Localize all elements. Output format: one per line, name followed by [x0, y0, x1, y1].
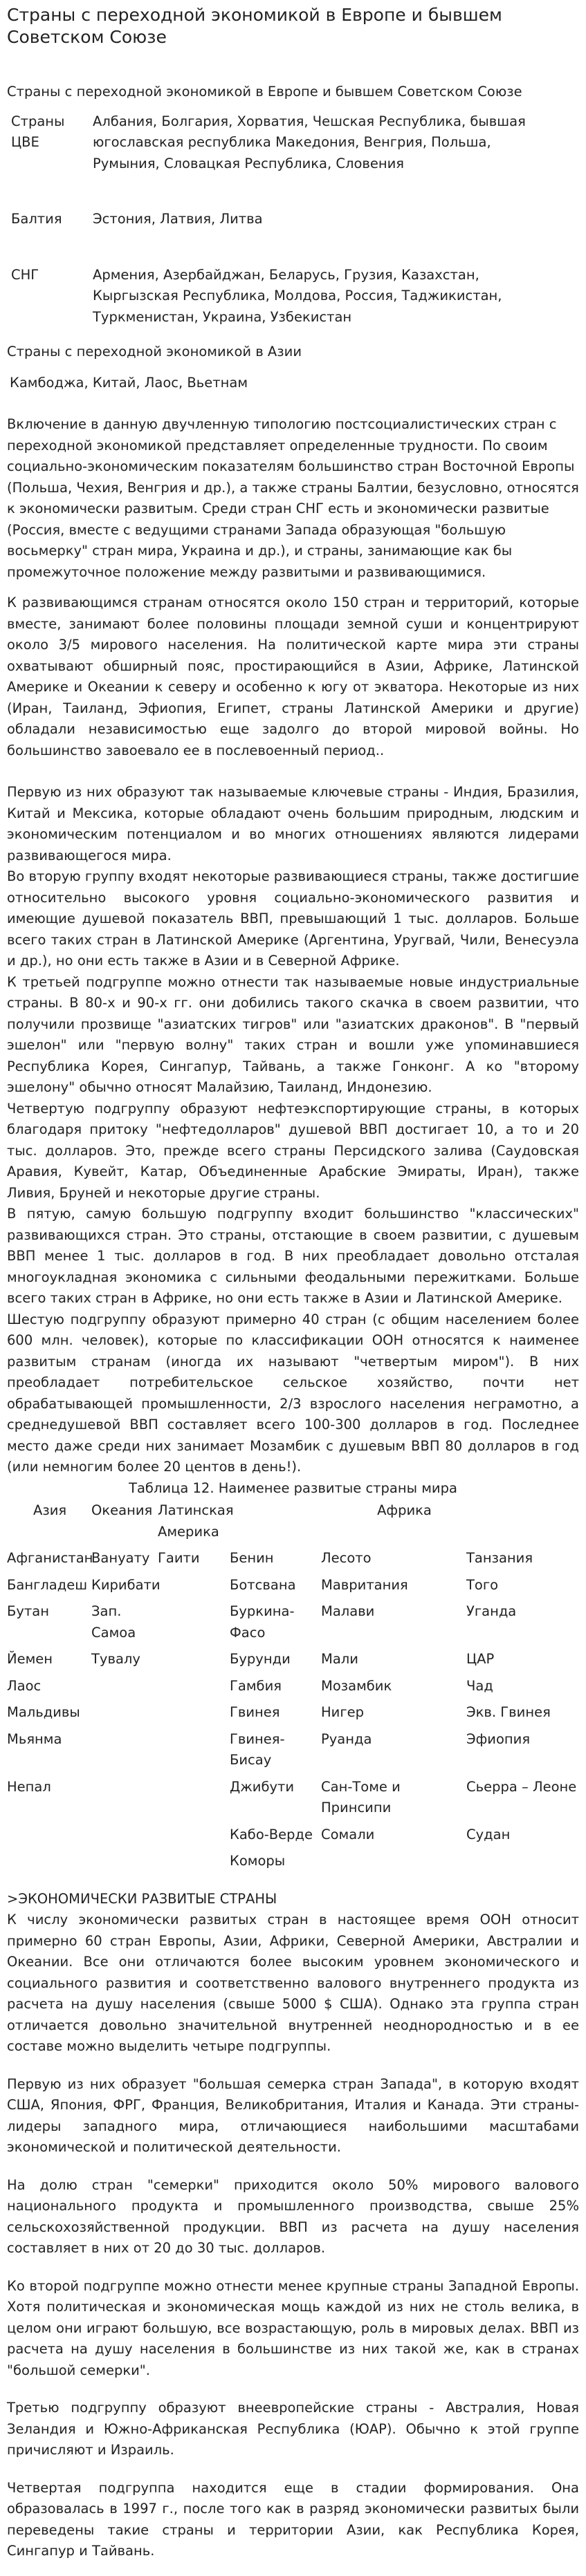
- table-cell: [158, 1645, 230, 1672]
- table-cell: Бурунди: [230, 1651, 291, 1667]
- table-row: [7, 1820, 579, 1847]
- table-cell: Мальдивы: [7, 1704, 80, 1720]
- header-africa: Африка: [377, 1502, 432, 1518]
- table-cell: [91, 1698, 158, 1725]
- table-cell: [7, 1847, 91, 1874]
- table-cell: Коморы: [230, 1853, 286, 1869]
- table-cell: Мьянма: [7, 1730, 62, 1747]
- table-cell: Танзания: [466, 1550, 533, 1566]
- table-cell: [466, 1847, 579, 1874]
- table-cell: Руанда: [321, 1730, 372, 1747]
- table-caption: Таблица 12. Наименее развитые страны мира: [129, 1480, 457, 1496]
- table-cell: Лаос: [7, 1677, 42, 1694]
- table-cell: Гвинея: [230, 1704, 280, 1720]
- table-row: [7, 1571, 579, 1598]
- region-name: Страны ЦВЕ: [11, 113, 65, 150]
- region-row: [7, 209, 560, 265]
- table-cell: Чад: [466, 1677, 493, 1694]
- table-cell: Непал: [7, 1778, 51, 1795]
- table-cell: Мозамбик: [321, 1677, 392, 1694]
- table-cell: [7, 1820, 91, 1847]
- paragraph: Включение в данную двучленную типологию постсоциалистических стран с переходной экономикой представляет определенные трудности. По своим социально-экономическим показателям большинство стран Восточной Европы (Польша, Чехия, Венгрия и др.), а также страны Балтии, безусловно, относятся к экономически развитым. Среди стран СНГ есть и экономически развитые (Россия, вместе с ведущими странами Запада образующая "большую восьмерку" стран мира, Украина и др.), и страны, занимающие как бы промежуточное положение между развитыми и развивающимися.: [7, 416, 579, 580]
- paragraph: В пятую, самую большую подгруппу входит большинство "классических" развивающихся стран. Это страны, отстающие в своем развитии, с душевым ВВП менее 1 тыс. долларов в год. В них преобладает довольно отсталая многоукладная экономика с сильными феодальными пережитками. Больше всего таких стран в Африке, но они есть также в Азии и Латинской Америке.: [7, 1206, 579, 1306]
- table-cell: Эфиопия: [466, 1730, 531, 1747]
- region-countries: Эстония, Латвия, Литва: [93, 211, 263, 227]
- table-cell: Тувалу: [91, 1651, 140, 1667]
- table-cell: Бутан: [7, 1603, 49, 1619]
- table-row: [7, 1847, 579, 1874]
- page-title: Страны с переходной экономикой в Европе и бывшем Советском Союзе: [7, 5, 502, 47]
- paragraph: Третью подгруппу образуют внеевропейские страны - Австралия, Новая Зеландия и Южно-Африканская Республика (ЮАР). Обычно к этой группе причисляют и Израиль.: [7, 2400, 579, 2458]
- table-cell: [158, 1820, 230, 1847]
- table-cell: [91, 1672, 158, 1699]
- region-name: Балтия: [11, 211, 62, 227]
- region-name: СНГ: [11, 266, 39, 283]
- table-cell: Вануату: [91, 1550, 150, 1566]
- table-cell: Малави: [321, 1603, 375, 1619]
- region-countries: Албания, Болгария, Хорватия, Чешская Республика, бывшая югославская республика Македония, Венгрия, Польша, Румыния, Словацкая Республика, Словения: [93, 113, 526, 171]
- table-cell: Зап. Самоа: [91, 1603, 136, 1641]
- table-cell: Бенин: [230, 1550, 274, 1566]
- table-cell: Сан-Томе и Принсипи: [321, 1778, 401, 1816]
- paragraph: К развивающимся странам относятся около 150 стран и территорий, которые вместе, занимают более половины площади земной суши и концентрируют около 3/5 мирового населения. На политической карте мира эти страны охватывают обширный пояс, простирающийся в Азии, Африке, Латинской Америке и Океании к северу и особенно к югу от экватора. Некоторые из них (Иран, Таиланд, Эфиопия, Египет, страны Латинской Америки и другие) обладали независимостью еще задолго до второй мировой войны. Но большинство завоевало ее в послевоенный период..: [7, 595, 579, 758]
- table-cell: [321, 1847, 466, 1874]
- table-cell: [158, 1571, 230, 1598]
- table-cell: Того: [466, 1576, 499, 1593]
- paragraph: К третьей подгруппе можно отнести так называемые новые индустриальные страны. В 80-х и 90-х гг. они добились такого скачка в своем развитии, что получили прозвище "азиатских тигров" или "азиатских драконов". В "первый эшелон" или "первую волну" таких стран и вошли уже упоминавшиеся Республика Корея, Сингапур, Тайвань, а также Гонконг. А ко "второму эшелону" обычно относят Малайзию, Таиланд, Индонезию.: [7, 973, 579, 1095]
- table-cell: Ботсвана: [230, 1576, 296, 1593]
- document-page: [0, 4, 586, 2576]
- region-row: [7, 265, 560, 342]
- table-cell: Бангладеш: [7, 1576, 88, 1593]
- table-cell: Буркина-Фасо: [230, 1603, 295, 1641]
- table-cell: [91, 1847, 158, 1874]
- table-cell: Нигер: [321, 1704, 364, 1720]
- paragraph: Шестую подгруппу образуют примерно 40 стран (с общим населением более 600 млн. человек), которые по классификации ООН относятся к наименее развитым странам (иногда их называют "четвертым миром"). В них преобладает потребительское сельское хозяйство, почти нет обрабатывающей промышленности, 2/3 взрослого населения неграмотно, а среднедушевой ВВП составляет всего 100-300 долларов в год. Последнее место даже среди них занимает Мозамбик с душевым ВВП 80 долларов в год (или немногим более 20 центов в день!).: [7, 1311, 579, 1475]
- table-cell: [91, 1725, 158, 1773]
- table-cell: [158, 1597, 230, 1645]
- least-developed-table: [7, 1500, 579, 1874]
- table-cell: Гаити: [158, 1550, 200, 1566]
- table-cell: Гамбия: [230, 1677, 282, 1694]
- table-cell: [158, 1847, 230, 1874]
- table-cell: [158, 1773, 230, 1820]
- paragraph: Четвертую подгруппу образуют нефтеэкспортирующие страны, в которых благодаря притоку "нефтедолларов" душевой ВВП достигает 10, а то и 20 тыс. долларов. Это, прежде всего страны Персидского залива (Саудовская Аравия, Кувейт, Катар, Объединенные Арабские Эмираты, Иран), также Ливия, Бруней и некоторые другие страны.: [7, 1100, 579, 1201]
- table-row: [7, 1645, 579, 1672]
- table-header-row: [7, 1500, 579, 1544]
- paragraph: Ко второй подгруппе можно отнести менее крупные страны Западной Европы. Хотя политическая и экономическая мощь каждой из них не столь велика, в целом они играют большую, все возрастающую, роль в мировых делах. ВВП из расчета на душу населения в большинстве из них такой же, как в странах "большой семерки".: [7, 2277, 579, 2378]
- table-row: [7, 1597, 579, 1645]
- paragraph: Первую из них образуют так называемые ключевые страны - Индия, Бразилия, Китай и Мексика, которые обладают очень большим природным, людским и экономическим потенциалом и во многих отношениях являются лидерами развивающегося мира.: [7, 784, 579, 864]
- table-cell: [91, 1820, 158, 1847]
- table-cell: Уганда: [466, 1603, 517, 1619]
- table-row: [7, 1672, 579, 1699]
- transition-regions-table: [7, 111, 560, 342]
- header-oceania: Океания: [91, 1502, 153, 1518]
- table-cell: Лесото: [321, 1550, 372, 1566]
- paragraph: На долю стран "семерки" приходится около 50% мирового валового национального продукта и промышленного производства, свыше 25% сельскохозяйственной продукции. ВВП из расчета на душу населения составляет в них от 20 до 30 тыс. долларов.: [7, 2176, 579, 2256]
- table-cell: Йемен: [7, 1651, 53, 1667]
- europe-heading: Страны с переходной экономикой в Европе и бывшем Советском Союзе: [7, 84, 522, 100]
- asia-countries: Камбоджа, Китай, Лаос, Вьетнам: [10, 374, 248, 391]
- asia-heading: Страны с переходной экономикой в Азии: [7, 344, 302, 360]
- table-cell: Гвинея-Бисау: [230, 1730, 285, 1768]
- table-cell: Сомали: [321, 1826, 375, 1842]
- paragraph: Четвертая подгруппа находится еще в стадии формирования. Она образовалась в 1997 г., после того как в разряд экономически развитых были переведены такие страны и территории Азии, как Республика Корея, Сингапур и Тайвань.: [7, 2479, 579, 2559]
- table-cell: Сьерра – Леоне: [466, 1778, 577, 1795]
- header-asia: Азия: [33, 1502, 67, 1518]
- region-row: [7, 111, 560, 209]
- table-row: [7, 1773, 579, 1820]
- table-cell: Судан: [466, 1826, 511, 1842]
- table-cell: Мали: [321, 1651, 358, 1667]
- table-cell: [158, 1725, 230, 1773]
- table-cell: Мавритания: [321, 1576, 408, 1593]
- table-cell: [91, 1773, 158, 1820]
- table-row: [7, 1544, 579, 1571]
- paragraph: К числу экономически развитых стран в настоящее время ООН относит примерно 60 стран Европы, Азии, Африки, Северной Америки, Австралии и Океании. Все они отличаются более высоким уровнем экономического и социального развития и соответственно валового внутреннего продукта из расчета на душу населения (свыше 5000 $ США). Однако эта группа стран отличается довольно значительной внутренней неоднородностью и в ее составе можно выделить четыре подгруппы.: [7, 1912, 579, 2054]
- table-cell: Кирибати: [91, 1576, 161, 1593]
- section-heading: >ЭКОНОМИЧЕСКИ РАЗВИТЫЕ СТРАНЫ: [7, 1890, 277, 1907]
- table-cell: Афганистан: [7, 1550, 93, 1566]
- table-cell: [158, 1672, 230, 1699]
- paragraph: Во вторую группу входят некоторые развивающиеся страны, также достигшие относительно высокого уровня социально-экономического развития и имеющие душевой показатель ВВП, превышающий 1 тыс. долларов. Больше всего таких стран в Латинской Америке (Аргентина, Уругвай, Чили, Венесуэла и др.), но они есть также в Азии и в Северной Африке.: [7, 868, 579, 969]
- table-row: [7, 1698, 579, 1725]
- table-body: [7, 1544, 579, 1874]
- table-cell: Экв. Гвинея: [466, 1704, 551, 1720]
- header-latam: Латинская Америка: [158, 1502, 234, 1540]
- paragraph: Первую из них образует "большая семерка стран Запада", в которую входят США, Япония, ФРГ, Франция, Великобритания, Италия и Канада. Эти страны-лидеры западного мира, отличающиеся наибольшими масштабами экономической и политической деятельности.: [7, 2075, 579, 2155]
- table-cell: [158, 1698, 230, 1725]
- region-countries: Армения, Азербайджан, Беларусь, Грузия, Казахстан, Кыргызская Республика, Молдова, Россия, Таджикистан, Туркменистан, Украина, Узбекистан: [93, 266, 502, 325]
- table-cell: Кабо-Верде: [230, 1826, 313, 1842]
- table-cell: Джибути: [230, 1778, 295, 1795]
- table-row: [7, 1725, 579, 1773]
- table-cell: ЦАР: [466, 1651, 495, 1667]
